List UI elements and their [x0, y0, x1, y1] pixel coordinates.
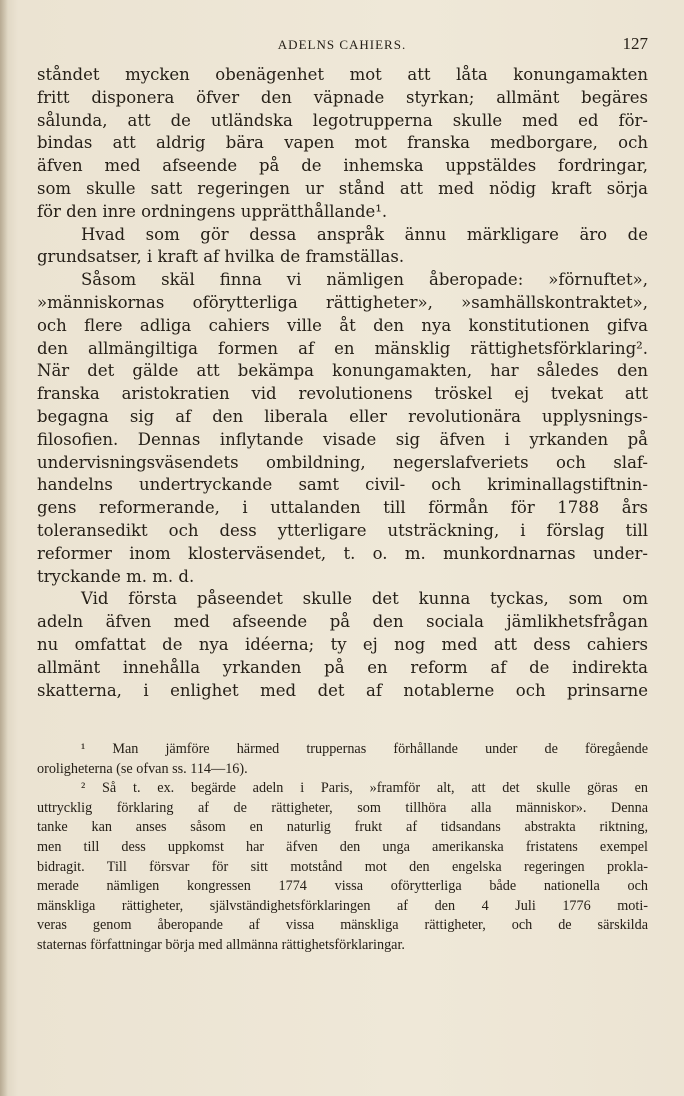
body-line: för den inre ordningens upprätthållande¹.: [37, 201, 388, 221]
body-line: gens reformerande, i uttalanden till förmån för 1788 års: [37, 498, 648, 518]
footnote-line: bidragit. Till försvar för sitt motstånd mot den engelska regeringen prokla-: [37, 858, 648, 875]
footnotes: [37, 740, 648, 956]
body-line: När det gälde att bekämpa konungamakten, har således den: [37, 361, 648, 381]
body-text: [37, 64, 648, 702]
body-line: handelns undertryckande samt civil- och kriminallagstiftnin-: [37, 475, 648, 495]
body-line: nu omfattat de nya idéerna; ty ej nog med att dess cahiers: [37, 634, 648, 654]
footnote-line: ² Så t. ex. begärde adeln i Paris, »framför alt, att det skulle göras en: [81, 780, 648, 797]
footnote-line: ¹ Man jämföre härmed truppernas förhållande under de föregående: [81, 741, 648, 757]
body-line: filosofien. Dennas inflytande visade sig äfven i yrkanden på: [37, 429, 648, 449]
page-header: [36, 34, 648, 54]
footnote-line: staternas författningar börja med allmänna rättighetsförklaringar.: [37, 936, 405, 953]
footnote-line: oroligheterna (se ofvan ss. 114—16).: [37, 760, 248, 777]
body-line: ståndet mycken obenägenhet mot att låta konungamakten: [37, 65, 648, 84]
body-line: allmänt innehålla yrkanden på en reform af de indirekta: [37, 657, 648, 677]
body-line: äfven med afseende på de inhemska uppstäldes fordringar,: [37, 156, 648, 176]
body-line: undervisningsväsendets ombildning, negerslafveriets och slaf-: [37, 452, 648, 472]
footnote-line: merade nämligen kongressen 1774 vissa oförytterliga både nationella och: [37, 878, 648, 895]
body-line: franska aristokratien vid revolutionens tröskel ej tvekat att: [37, 384, 648, 404]
footnote-line: veras genom åberopande af vissa mänskliga rättigheter, och de särskilda: [37, 917, 648, 934]
body-line: reformer inom klosterväsendet, t. o. m. munkordnarnas under-: [37, 543, 648, 563]
body-line: sålunda, att de utländska legotrupperna skulle med ed för-: [37, 110, 648, 130]
body-line: skatterna, i enlighet med det af notablerne och prinsarne: [37, 680, 648, 700]
page-number: 127: [622, 34, 648, 53]
footnote-line: uttrycklig förklaring af de rättigheter, som tillhöra alla människor». Denna: [37, 799, 648, 816]
body-line: »människornas oförytterliga rättigheter», »samhällskontraktet»,: [37, 292, 648, 312]
body-line: Såsom skäl finna vi nämligen åberopade: »förnuftet»,: [81, 270, 648, 290]
footnote-line: mänskliga rättigheter, självständighetsförklaringen af den 4 Juli 1776 moti-: [37, 897, 648, 914]
body-line: toleransedikt och dess ytterligare utsträckning, i förslag till: [37, 520, 648, 540]
body-line: som skulle satt regeringen ur stånd att med nödig kraft sörja: [37, 178, 648, 198]
body-line: begagna sig af den liberala eller revolutionära upplysnings-: [37, 406, 648, 426]
body-line: den allmängiltiga formen af en mänsklig rättighetsförklaring².: [37, 338, 648, 358]
body-line: Hvad som gör dessa anspråk ännu märkligare äro de: [81, 224, 648, 244]
body-line: adeln äfven med afseende på den sociala jämlikhetsfrågan: [37, 612, 648, 632]
spine-shadow: [0, 0, 8, 1096]
footnote-line: men till dess uppkomst har äfven den unga amerikanska fristatens exempel: [37, 838, 648, 855]
body-line: tryckande m. m. d.: [37, 566, 195, 586]
body-line: fritt disponera öfver den väpnade styrkan; allmänt begäres: [37, 87, 648, 107]
body-line: och flere adliga cahiers ville åt den nya konstitutionen gifva: [37, 315, 648, 335]
footnote-line: tanke kan anses såsom en naturlig frukt af tidsandans abstrakta riktning,: [37, 819, 648, 836]
body-line: grundsatser, i kraft af hvilka de framställas.: [37, 247, 405, 267]
running-head: ADELNS CAHIERS.: [277, 37, 407, 52]
body-line: Vid första påseendet skulle det kunna tyckas, som om: [81, 589, 648, 609]
body-line: bindas att aldrig bära vapen mot franska medborgare, och: [37, 133, 648, 153]
